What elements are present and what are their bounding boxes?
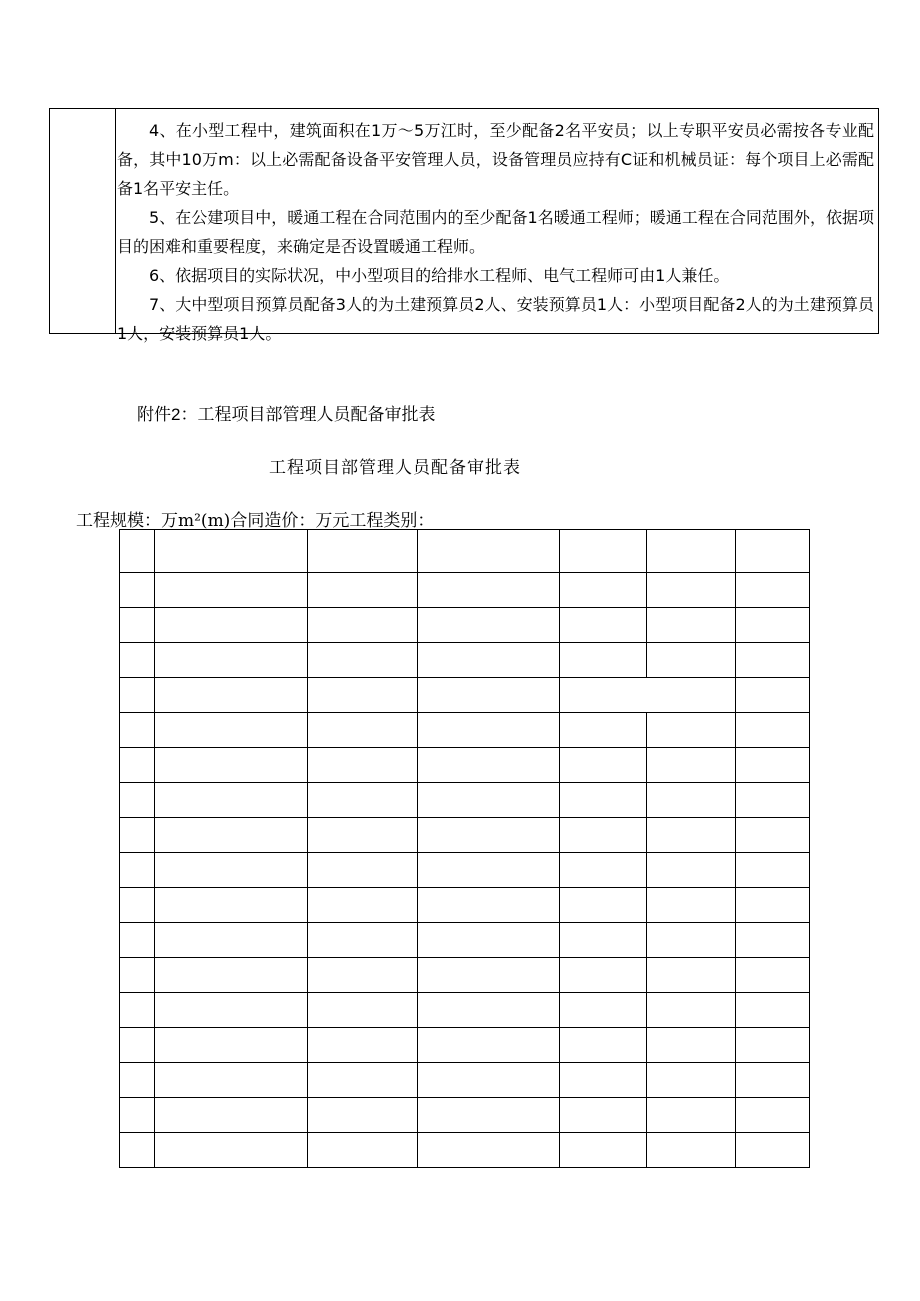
table-cell [418, 573, 560, 608]
notes-body [117, 116, 874, 348]
note-paragraph-6: 6、依据项目的实际状况，中小型项目的给排水工程师、电气工程师可由1人兼任。 [149, 266, 730, 285]
table-cell [736, 923, 810, 958]
table-cell [736, 1063, 810, 1098]
table-row [120, 853, 810, 888]
table-cell [155, 678, 308, 713]
table-cell [120, 678, 155, 713]
form-meta-line [76, 506, 434, 531]
table-row [120, 1098, 810, 1133]
table-cell [308, 993, 418, 1028]
table-cell [647, 993, 736, 1028]
table-cell [120, 643, 155, 678]
table-cell [736, 888, 810, 923]
table-cell [120, 1133, 155, 1168]
table-cell [308, 853, 418, 888]
table-cell [647, 713, 736, 748]
table-cell [308, 923, 418, 958]
table-cell [155, 608, 308, 643]
table-cell [560, 783, 647, 818]
table-cell [308, 678, 418, 713]
table-cell [736, 818, 810, 853]
table-cell [560, 713, 647, 748]
table-cell [308, 608, 418, 643]
table-cell [647, 783, 736, 818]
table-cell [647, 1098, 736, 1133]
table-row [120, 678, 810, 713]
table-cell [155, 958, 308, 993]
table-cell [560, 1028, 647, 1063]
table-cell [418, 643, 560, 678]
category-label: 工程类别： [349, 511, 435, 531]
table-cell [736, 783, 810, 818]
table-cell [560, 643, 647, 678]
table-cell [736, 678, 810, 713]
table-cell [647, 1028, 736, 1063]
table-cell [308, 530, 418, 573]
table-cell [560, 958, 647, 993]
table-cell [647, 923, 736, 958]
table-cell [308, 888, 418, 923]
table-cell [120, 958, 155, 993]
attachment-title: 附件2：工程项目部管理人员配备审批表 [137, 405, 436, 424]
table-cell [308, 783, 418, 818]
table-cell [120, 1028, 155, 1063]
table-cell [120, 818, 155, 853]
table-cell [418, 1098, 560, 1133]
table-cell [736, 608, 810, 643]
table-row [120, 748, 810, 783]
table-row [120, 643, 810, 678]
table-cell [418, 818, 560, 853]
table-cell [120, 1098, 155, 1133]
table-cell [560, 573, 647, 608]
form-title: 工程项目部管理人员配备审批表 [269, 458, 521, 478]
approval-table [119, 529, 810, 1168]
table-cell [308, 643, 418, 678]
table-cell [647, 818, 736, 853]
table-cell-merged [560, 678, 736, 713]
table-cell [736, 958, 810, 993]
table-cell [120, 783, 155, 818]
table-cell [120, 888, 155, 923]
table-cell [308, 958, 418, 993]
table-cell [155, 993, 308, 1028]
table-cell [560, 993, 647, 1028]
table-cell [560, 530, 647, 573]
table-cell [647, 608, 736, 643]
table-row [120, 993, 810, 1028]
table-cell [120, 993, 155, 1028]
table-cell [647, 853, 736, 888]
table-cell [155, 1063, 308, 1098]
table-cell [418, 783, 560, 818]
table-cell [308, 1063, 418, 1098]
table-cell [308, 713, 418, 748]
table-cell [308, 1098, 418, 1133]
table-cell [736, 1028, 810, 1063]
contract-unit: 万元 [315, 511, 350, 531]
table-cell [308, 1133, 418, 1168]
table-cell [155, 783, 308, 818]
table-row [120, 608, 810, 643]
table-cell [736, 643, 810, 678]
table-cell [308, 748, 418, 783]
table-cell [155, 888, 308, 923]
table-row [120, 713, 810, 748]
table-row [120, 1028, 810, 1063]
table-row [120, 818, 810, 853]
notes-label-cell [50, 109, 116, 333]
table-cell [155, 1133, 308, 1168]
table-cell [736, 713, 810, 748]
table-cell [418, 888, 560, 923]
table-row [120, 1133, 810, 1168]
table-cell [120, 530, 155, 573]
table-cell [418, 678, 560, 713]
scale-unit: 万m²(m) [161, 511, 231, 531]
table-cell [647, 888, 736, 923]
table-cell [647, 530, 736, 573]
table-cell [120, 608, 155, 643]
table-cell [418, 958, 560, 993]
table-cell [560, 923, 647, 958]
table-cell [120, 713, 155, 748]
table-cell [418, 853, 560, 888]
table-cell [647, 573, 736, 608]
scale-label: 工程规模： [76, 511, 161, 531]
table-cell [647, 958, 736, 993]
table-cell [155, 923, 308, 958]
note-paragraph-7: 7、大中型项目预算员配备3人的为土建预算员2人、安装预算员1人：小型项目配备2人的为土建预算员1人，安装预算员1人。 [117, 295, 874, 343]
table-cell [418, 530, 560, 573]
table-cell [560, 853, 647, 888]
table-cell [308, 818, 418, 853]
table-cell [736, 993, 810, 1028]
table-row [120, 1063, 810, 1098]
table-row [120, 958, 810, 993]
table-cell [418, 923, 560, 958]
table-cell [560, 1098, 647, 1133]
table-cell [647, 643, 736, 678]
table-row [120, 923, 810, 958]
table-cell [736, 853, 810, 888]
table-cell [560, 818, 647, 853]
table-cell [120, 853, 155, 888]
table-cell [736, 573, 810, 608]
table-cell [736, 1098, 810, 1133]
table-cell [155, 530, 308, 573]
table-cell [418, 1028, 560, 1063]
table-row [120, 783, 810, 818]
table-cell [308, 1028, 418, 1063]
table-row [120, 530, 810, 573]
table-cell [418, 1063, 560, 1098]
note-paragraph-4: 4、在小型工程中，建筑面积在1万～5万江时，至少配备2名平安员；以上专职平安员必需按各专业配备，其中10万m：以上必需配备设备平安管理人员，设备管理员应持有C证和机械员证：每个项目上必需配备1名平安主任。 [117, 121, 874, 198]
table-cell [155, 1028, 308, 1063]
table-cell [155, 748, 308, 783]
table-cell [560, 1133, 647, 1168]
table-cell [120, 923, 155, 958]
table-cell [120, 1063, 155, 1098]
contract-label: 合同造价： [230, 511, 316, 531]
table-cell [155, 573, 308, 608]
table-row [120, 573, 810, 608]
table-cell [647, 1063, 736, 1098]
table-cell [647, 748, 736, 783]
table-cell [647, 1133, 736, 1168]
table-cell [155, 818, 308, 853]
table-cell [418, 608, 560, 643]
table-cell [560, 608, 647, 643]
table-cell [308, 573, 418, 608]
table-cell [560, 1063, 647, 1098]
table-cell [155, 713, 308, 748]
table-cell [736, 1133, 810, 1168]
table-row [120, 888, 810, 923]
table-cell [418, 1133, 560, 1168]
table-cell [418, 993, 560, 1028]
table-cell [560, 748, 647, 783]
table-cell [736, 530, 810, 573]
table-cell [120, 748, 155, 783]
table-cell [418, 713, 560, 748]
table-cell [736, 748, 810, 783]
table-cell [560, 888, 647, 923]
table-cell [155, 1098, 308, 1133]
notes-table [49, 108, 879, 343]
table-cell [155, 643, 308, 678]
table-cell [155, 853, 308, 888]
note-paragraph-5: 5、在公建项目中，暖通工程在合同范围内的至少配备1名暖通工程师；暖通工程在合同范围外，依据项目的困难和重要程度，来确定是否设置暖通工程师。 [117, 208, 874, 256]
table-cell [418, 748, 560, 783]
table-cell [120, 573, 155, 608]
